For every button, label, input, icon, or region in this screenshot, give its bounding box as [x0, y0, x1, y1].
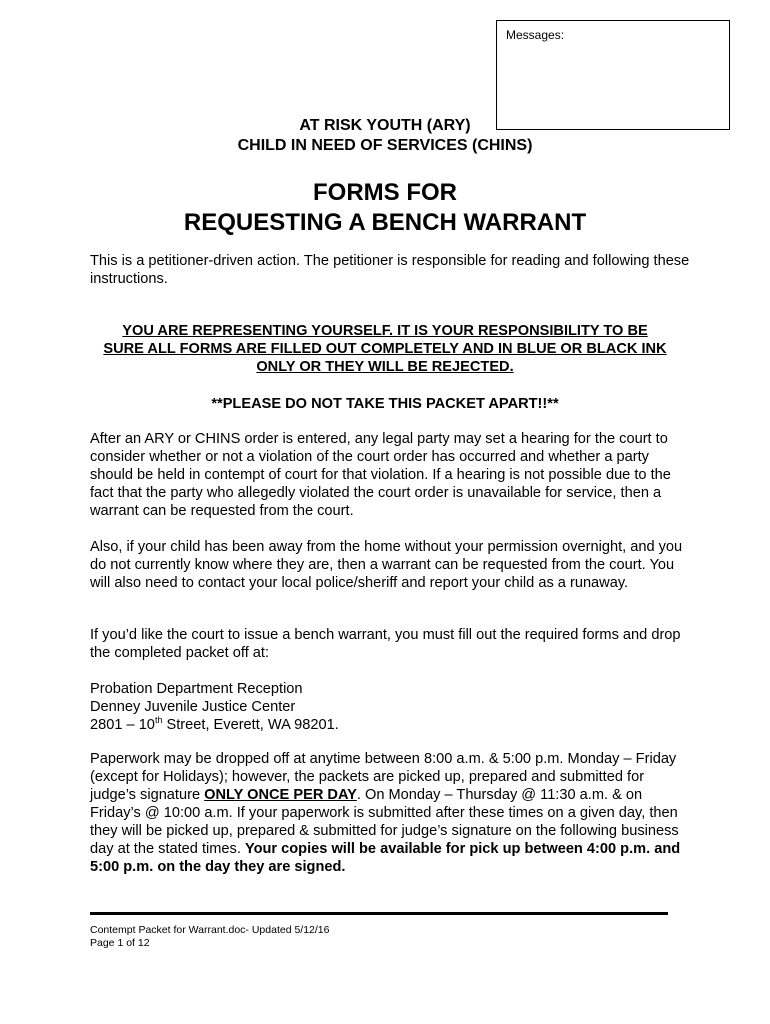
- footer-filename: Contempt Packet for Warrant.doc- Updated 5/12/16: [90, 924, 330, 936]
- warning-line-2: SURE ALL FORMS ARE FILLED OUT COMPLETELY AND IN BLUE OR BLACK INK: [103, 341, 667, 357]
- header-line-1: AT RISK YOUTH (ARY): [299, 117, 471, 134]
- paragraph-runaway: Also, if your child has been away from the home without your permission overnight, and you do not currently know where they are, then a warrant can be requested from the court. You will also need to contact your local police/sheriff and report your child as a runaway.: [90, 539, 683, 591]
- intro-paragraph: This is a petitioner-driven action. The petitioner is responsible for reading and following these instructions.: [90, 253, 690, 287]
- footer-page-number: Page 1 of 12: [90, 937, 150, 949]
- once-per-day-emphasis: ONLY ONCE PER DAY: [204, 787, 357, 803]
- paragraph-schedule: Paperwork may be dropped off at anytime between 8:00 a.m. & 5:00 p.m. Monday – Friday (except for Holidays); however, the packets are picked up, prepared and submitted for judge’s signature ONLY ONCE PER DAY. On Monday – Thursday @ 11:30 a.m. & on Friday’s @ 10:00 a.m. If your paperwork is submitted after these times on a given day, then they will be picked up, prepared & submitted for judge’s signature on the following business day at the stated times. Your copies will be available for pick up between 4:00 p.m. and 5:00 p.m. on the day they are signed.: [90, 751, 681, 875]
- page-footer: [90, 924, 330, 950]
- address-line-2: Denney Juvenile Justice Center: [90, 699, 296, 715]
- title-line-2: REQUESTING A BENCH WARRANT: [183, 209, 587, 236]
- messages-box: [496, 20, 730, 130]
- address-line-1: Probation Department Reception: [90, 681, 303, 697]
- title-line-1: FORMS FOR: [313, 179, 457, 206]
- footer-divider: [90, 912, 668, 915]
- address-line-3: 2801 – 10th Street, Everett, WA 98201.: [90, 715, 339, 733]
- warning-line-1: YOU ARE REPRESENTING YOURSELF. IT IS YOUR RESPONSIBILITY TO BE: [122, 323, 648, 339]
- program-header: [90, 116, 680, 156]
- messages-label: Messages:: [506, 28, 565, 42]
- paragraph-court-order: After an ARY or CHINS order is entered, any legal party may set a hearing for the court to consider whether or not a violation of the court order has occurred and whether a party should be held in contempt of court for that violation. If a hearing is not possible due to the fact that the party who allegedly violated the court order is unavailable for service, then a warrant can be requested from the court.: [90, 431, 671, 519]
- drop-off-address: [90, 680, 690, 734]
- packet-notice: **PLEASE DO NOT TAKE THIS PACKET APART!!**: [211, 396, 559, 412]
- header-line-2: CHILD IN NEED OF SERVICES (CHINS): [237, 137, 533, 154]
- pickup-times-emphasis: Your copies will be available for pick up between 4:00 p.m. and 5:00 p.m. on the day they are signed.: [90, 841, 681, 875]
- responsibility-warning: [90, 322, 680, 376]
- warning-line-3: ONLY OR THEY WILL BE REJECTED.: [256, 359, 514, 375]
- paragraph-instructions: If you’d like the court to issue a bench warrant, you must fill out the required forms and drop the completed packet off at:: [90, 627, 681, 661]
- document-title: [90, 178, 680, 238]
